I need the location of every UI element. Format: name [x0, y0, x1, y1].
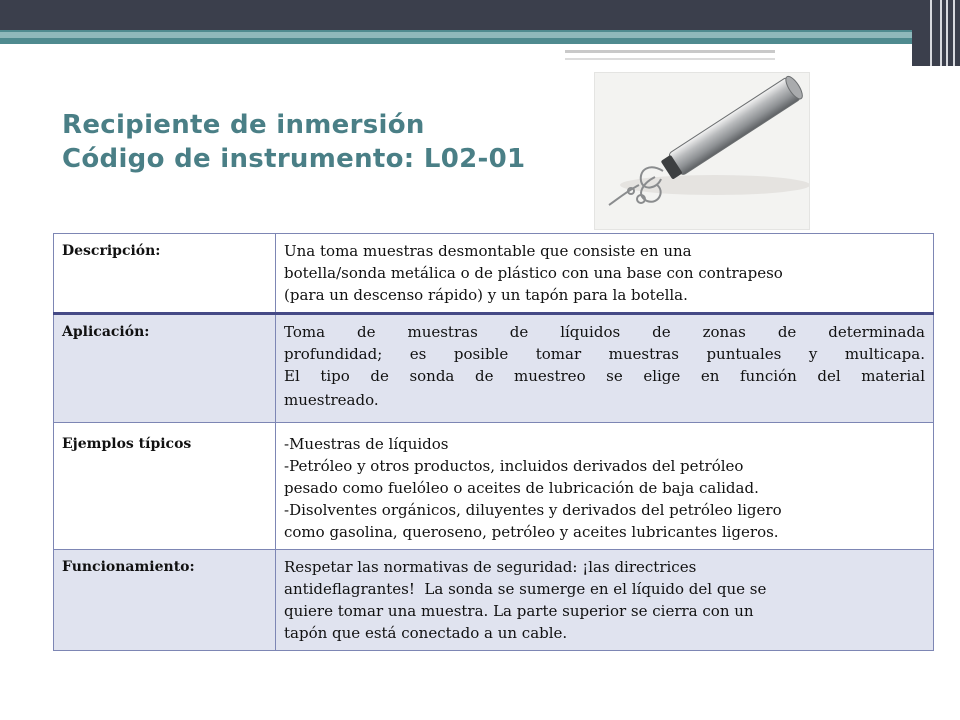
text-line: profundidad; es posible tomar muestras puntuales y multicapa.	[284, 345, 925, 363]
row-value-funcionamiento	[276, 550, 934, 651]
row-label-funcionamiento: Funcionamiento:	[54, 550, 276, 651]
decorative-line	[565, 50, 775, 53]
decorative-vertical-line	[930, 0, 932, 66]
decorative-vertical-line	[940, 0, 942, 66]
text-line: (para un descenso rápido) y un tapón para la botella.	[284, 286, 688, 304]
title-line-1: Recipiente de inmersión	[62, 110, 425, 140]
slide-title	[62, 108, 582, 176]
row-value-aplicacion	[276, 314, 934, 423]
text-line: Toma de muestras de líquidos de zonas de determinada	[284, 323, 925, 341]
text-line: -Disolventes orgánicos, diluyentes y derivados del petróleo ligero	[284, 501, 782, 519]
text-line: -Muestras de líquidos	[284, 435, 449, 453]
table-row	[54, 234, 934, 314]
text-line: tapón que está conectado a un cable.	[284, 624, 568, 642]
text-line: como gasolina, queroseno, petróleo y aceites lubricantes ligeros.	[284, 523, 779, 541]
row-label-aplicacion: Aplicación:	[54, 314, 276, 423]
text-line: Respetar las normativas de seguridad: ¡las directrices	[284, 558, 697, 576]
row-label-descripcion: Descripción:	[54, 234, 276, 314]
table-row	[54, 550, 934, 651]
top-bar	[0, 0, 960, 30]
title-line-2: Código de instrumento: L02-01	[62, 144, 526, 174]
accent-strip-highlight	[0, 32, 912, 38]
decorative-vertical-line	[946, 0, 948, 66]
decorative-line	[565, 58, 775, 60]
sampling-probe-photo	[594, 72, 810, 230]
decorative-line	[565, 44, 895, 48]
text-line: -Petróleo y otros productos, incluidos derivados del petróleo	[284, 457, 744, 475]
text-line: muestreado.	[284, 391, 379, 409]
text-line: antideflagrantes! La sonda se sumerge en el líquido del que se	[284, 580, 767, 598]
text-line: El tipo de sonda de muestreo se elige en función del material	[284, 367, 925, 385]
row-value-descripcion	[276, 234, 934, 314]
probe-illustration	[595, 73, 809, 229]
decorative-vertical-line	[953, 0, 955, 66]
row-value-ejemplos	[276, 423, 934, 550]
table-row	[54, 314, 934, 423]
text-line: quiere tomar una muestra. La parte superior se cierra con un	[284, 602, 754, 620]
text-line: pesado como fuelóleo o aceites de lubricación de baja calidad.	[284, 479, 759, 497]
row-label-ejemplos: Ejemplos típicos	[54, 423, 276, 550]
text-line: Una toma muestras desmontable que consiste en una	[284, 242, 692, 260]
table-row	[54, 423, 934, 550]
specification-table	[53, 233, 934, 651]
text-line: botella/sonda metálica o de plástico con una base con contrapeso	[284, 264, 783, 282]
